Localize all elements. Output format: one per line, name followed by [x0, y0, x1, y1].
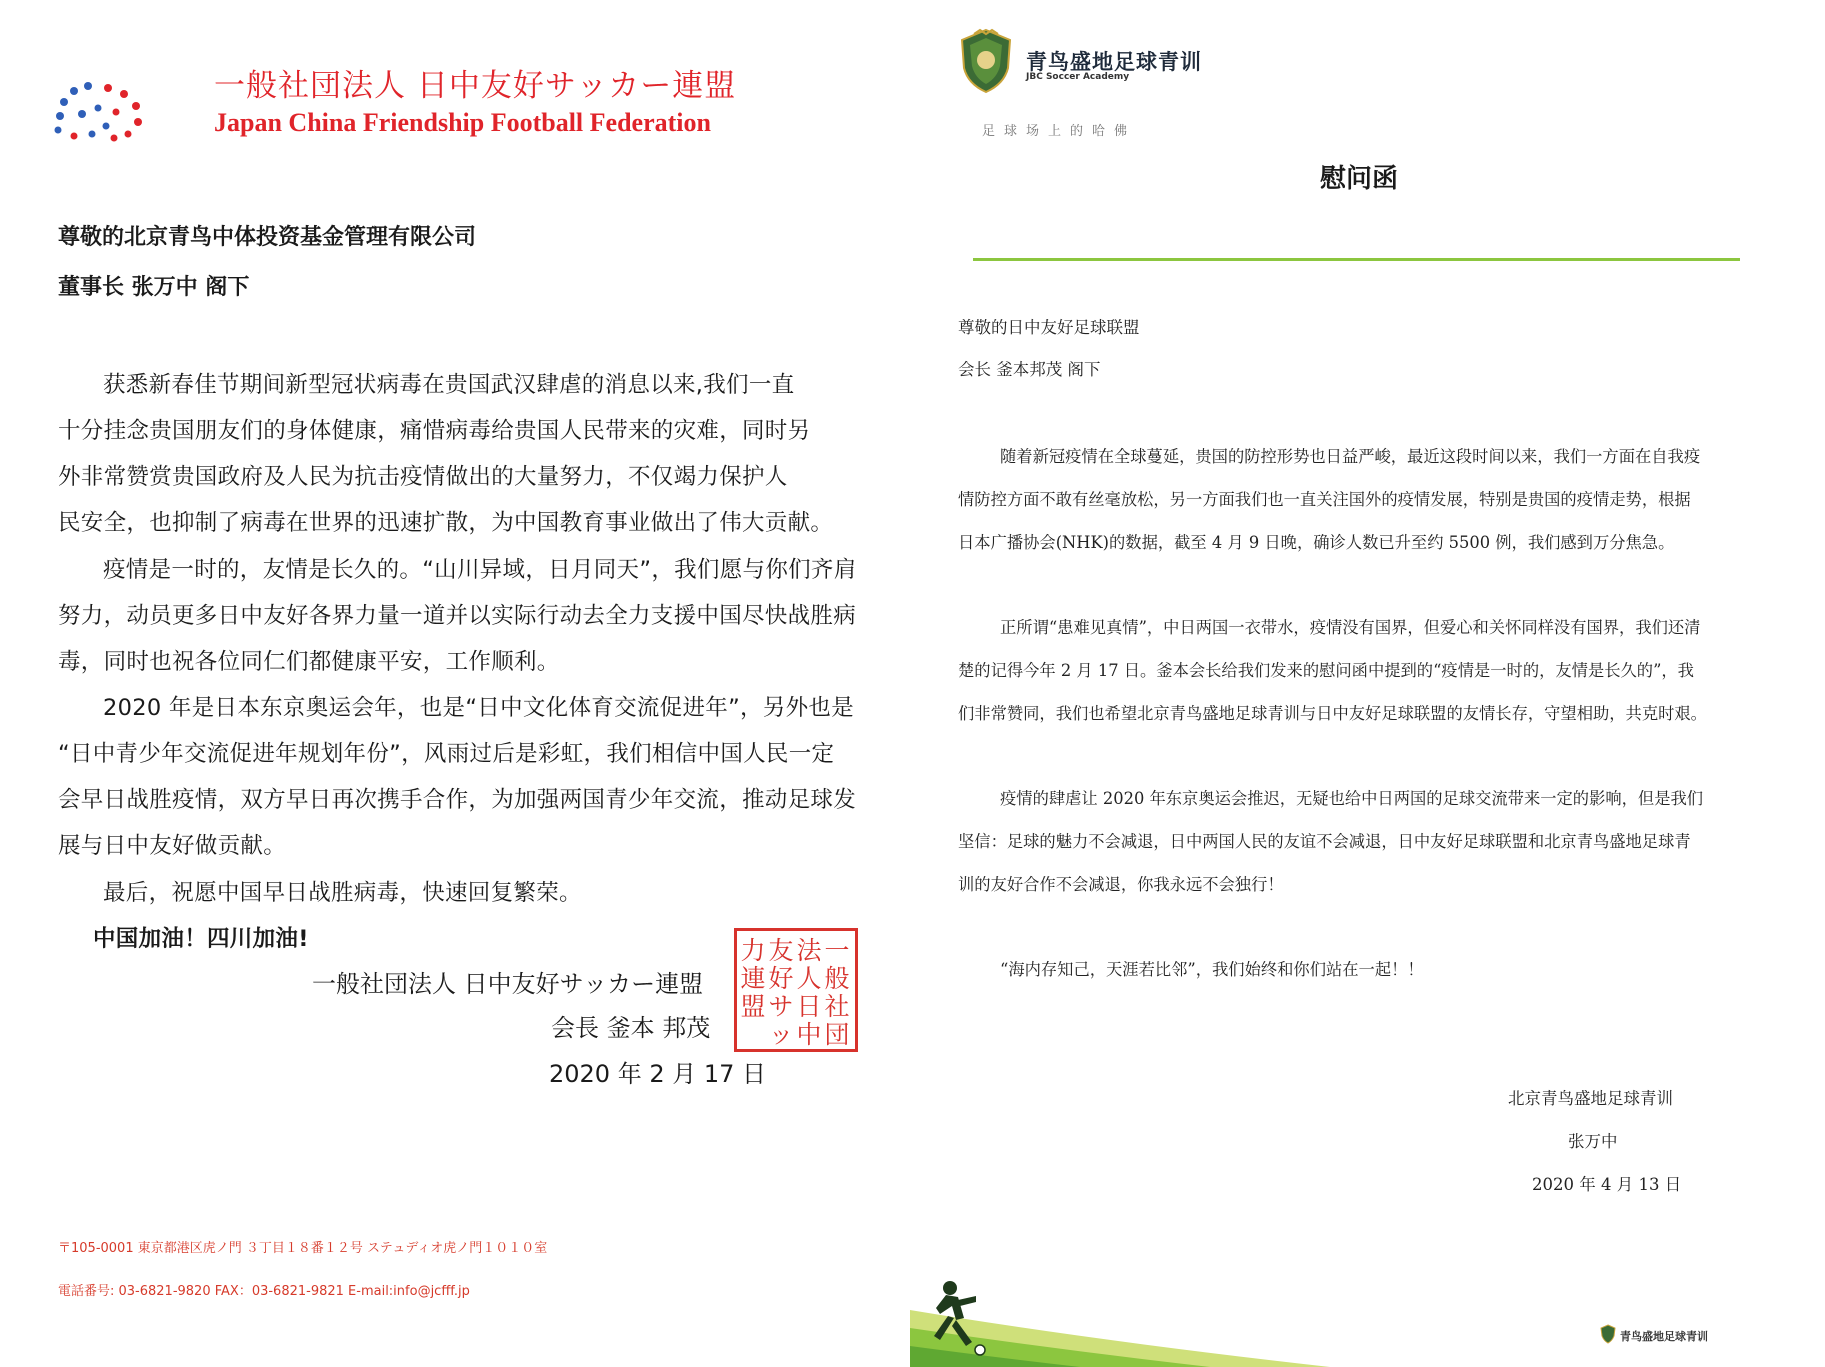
body-line: 外非常赞赏贵国政府及人民为抗击疫情做出的大量努力，不仅竭力保护人	[58, 464, 788, 490]
jbc-shield-icon	[960, 28, 1012, 94]
seal-text: 友好サッ	[768, 936, 794, 1049]
footer-address: 〒105-0001 東京都港区虎ノ門 ３丁目１８番１２号 ステュディオ虎ノ門１０１０室	[58, 1241, 548, 1256]
body-line: 2020 年是日本东京奥运会年，也是“日中文化体育交流促进年”，另外也是	[103, 695, 855, 721]
signature-date: 2020 年 4 月 13 日	[1532, 1175, 1682, 1194]
seal-text: 力連盟	[740, 936, 766, 1021]
org-name-zh: 一般社団法人 日中友好サッカー連盟	[214, 68, 737, 104]
body-line: 民安全，也抑制了病毒在世界的迅速扩散，为中国教育事业做出了伟大贡献。	[58, 510, 834, 536]
footer-shield-icon	[1600, 1324, 1616, 1344]
body-line: 毒，同时也祝各位同仁们都健康平安，工作顺利。	[58, 649, 560, 675]
seal-text: 一般社団	[824, 936, 850, 1049]
recipient-person: 董事长 张万中 阁下	[58, 275, 250, 300]
body-line: 楚的记得今年 2 月 17 日。釜本会长给我们发来的慰问函中提到的“疫情是一时的，友情是长久的”，我	[958, 661, 1694, 680]
body-line: 疫情的肆虐让 2020 年东京奥运会推迟，无疑也给中日两国的足球交流带来一定的影响，但是我们	[1000, 789, 1704, 808]
body-line: 展与日中友好做贡献。	[58, 833, 287, 859]
academy-name-en: JBC Soccer Academy	[1026, 72, 1130, 82]
academy-slogan: 足球场上的哈佛	[982, 124, 1137, 139]
body-line: 日本广播协会(NHK)的数据，截至 4 月 9 日晚，确诊人数已升至约 5500 例，我们感到万分焦急。	[958, 533, 1675, 552]
signature-name: 会長 釜本 邦茂	[551, 1014, 711, 1042]
letter-title: 慰问函	[1320, 164, 1399, 194]
body-line: 会早日战胜疫情，双方早日再次携手合作，为加强两国青少年交流，推动足球发	[58, 787, 857, 813]
academy-name: 青鸟盛地足球青训	[1026, 50, 1202, 74]
body-line: 们非常赞同，我们也希望北京青鸟盛地足球青训与日中友好足球联盟的友情长存，守望相助，共克时艰。	[958, 704, 1707, 723]
footer-contact: 電話番号: 03-6821-9820 FAX：03-6821-9821 E-mail:info@jcfff.jp	[58, 1284, 470, 1299]
seal-text: 法人日中	[796, 936, 822, 1049]
signature-org: 一般社団法人 日中友好サッカー連盟	[312, 970, 704, 998]
organization-seal	[734, 928, 858, 1052]
cheer-line: 中国加油！四川加油!	[93, 926, 309, 952]
body-line: 训的友好合作不会减退，你我永远不会独行！	[958, 875, 1284, 894]
body-line: 正所谓“患难见真情”，中日两国一衣带水，疫情没有国界，但爱心和关怀同样没有国界，我们还清	[1000, 618, 1701, 637]
recipient-company: 尊敬的北京青鸟中体投资基金管理有限公司	[58, 225, 477, 250]
closing-line: “海内存知己，天涯若比邻”，我们始终和你们站在一起！！	[1000, 960, 1424, 979]
body-line: 随着新冠疫情在全球蔓延，贵国的防控形势也日益严峻，最近这段时间以来，我们一方面在自我疫	[1000, 447, 1701, 466]
signature-date: 2020 年 2 月 17 日	[549, 1060, 767, 1088]
body-line: 最后，祝愿中国早日战胜病毒，快速回复繁荣。	[103, 880, 582, 906]
signature-name: 张万中	[1568, 1132, 1618, 1151]
signature-org: 北京青鸟盛地足球青训	[1508, 1089, 1673, 1108]
body-line: 获悉新春佳节期间新型冠状病毒在贵国武汉肆虐的消息以来,我们一直	[103, 372, 795, 398]
jcff-letter	[0, 0, 910, 1367]
recipient-org: 尊敬的日中友好足球联盟	[958, 318, 1140, 337]
jbc-letter	[910, 0, 1825, 1367]
footer-brand: 青鸟盛地足球青训	[1620, 1330, 1708, 1343]
body-line: 十分挂念贵国朋友们的身体健康，痛惜病毒给贵国人民带来的灾难，同时另	[58, 418, 811, 444]
body-line: “日中青少年交流促进年规划年份”，风雨过后是彩虹，我们相信中国人民一定	[58, 741, 835, 767]
jcff-dots-logo	[48, 78, 148, 144]
soccer-player-graphic	[910, 1270, 1825, 1367]
title-divider	[973, 258, 1740, 261]
body-line: 情防控方面不敢有丝毫放松，另一方面我们也一直关注国外的疫情发展，特别是贵国的疫情走势，根据	[958, 490, 1691, 509]
body-line: 坚信：足球的魅力不会减退，日中两国人民的友谊不会减退，日中友好足球联盟和北京青鸟盛地足球青	[958, 832, 1691, 851]
recipient-person: 会长 釜本邦茂 阁下	[958, 360, 1101, 379]
body-line: 疫情是一时的，友情是长久的。“山川异域，日月同天”，我们愿与你们齐肩	[103, 557, 857, 583]
org-name-en: Japan China Friendship Football Federation	[214, 108, 711, 137]
body-line: 努力，动员更多日中友好各界力量一道并以实际行动去全力支援中国尽快战胜病	[58, 603, 857, 629]
